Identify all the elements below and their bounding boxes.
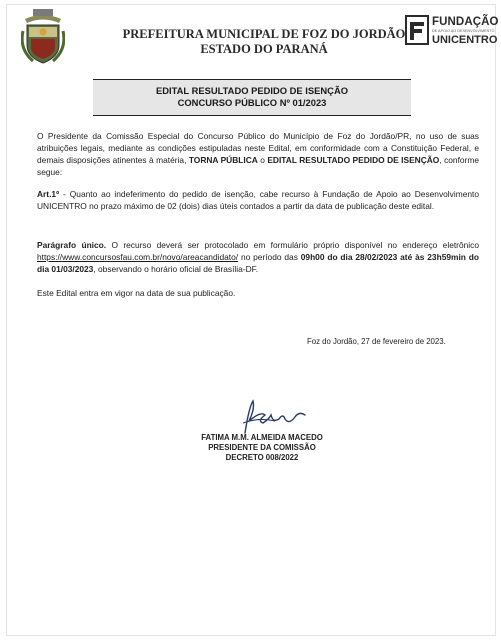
foundation-name-line2: DE APOIO AO DESENVOLVIMENTO	[432, 29, 495, 33]
deadline-period: 09h00 do dia 28/02/2023 até às 23h59min do dia 01/03/2023	[37, 252, 479, 274]
state-name: ESTADO DO PARANÁ	[200, 42, 328, 56]
document-subtitle: CONCURSO PÚBLICO Nº 01/2023	[177, 97, 327, 108]
place-and-date: Foz do Jordão, 27 de fevereiro de 2023.	[307, 337, 446, 346]
intro-paragraph	[37, 130, 479, 178]
sole-paragraph	[37, 239, 479, 275]
intro-connector: o	[257, 155, 268, 165]
sole-paragraph-label: Parágrafo único.	[37, 240, 107, 250]
handwritten-signature	[235, 397, 309, 437]
foundation-name-line1: FUNDAÇÃO	[432, 16, 499, 28]
sole-paragraph-text-3: , observando o horário oficial de Brasília-DF.	[93, 264, 259, 274]
article-1-paragraph	[37, 188, 479, 212]
municipality-name: PREFEITURA MUNICIPAL DE FOZ DO JORDÃO	[122, 27, 406, 41]
municipality-header	[99, 27, 429, 57]
signer-role: PRESIDENTE DA COMISSÃO	[208, 443, 316, 452]
intro-end: , conforme segue:	[37, 155, 479, 177]
foundation-logo	[405, 13, 497, 53]
signer-name: FATIMA M.M. ALMEIDA MACEDO	[201, 433, 323, 442]
signature-block	[157, 433, 367, 463]
article-1-label: Art.1º	[37, 189, 60, 199]
foundation-name-line3: UNICENTRO	[432, 34, 498, 46]
foundation-emblem-icon	[405, 15, 429, 45]
intro-text: O Presidente da Comissão Especial do Concurso Público do Município de Foz do Jordão/PR, no uso de suas atribuições legais, mediante as condições estipuladas neste Edital, em conformidade com a Constituição Federal, e demais disposições atinentes à matéria,	[37, 131, 479, 165]
signer-decree: DECRETO 008/2022	[225, 453, 299, 462]
candidate-area-link[interactable]: https://www.concursosfau.com.br/novo/areacandidato/	[37, 252, 239, 262]
document-title-box	[93, 79, 411, 116]
municipal-crest-icon	[21, 9, 65, 67]
sole-paragraph-text-2: no período das	[238, 252, 301, 262]
intro-bold-public: TORNA PÚBLICA	[188, 155, 258, 165]
document-page	[6, 4, 499, 636]
document-title: EDITAL RESULTADO PEDIDO DE ISENÇÃO	[155, 85, 349, 96]
sole-paragraph-text-1: O recurso deverá ser protocolado em formulário próprio disponível no endereço eletrônico	[106, 240, 479, 250]
intro-bold-edital: EDITAL RESULTADO PEDIDO DE ISENÇÃO	[267, 155, 440, 165]
effectiveness-paragraph: Este Edital entra em vigor na data de sua publicação.	[37, 288, 236, 298]
article-1-text: - Quanto ao indeferimento do pedido de isenção, cabe recurso à Fundação de Apoio ao Desenvolvimento UNICENTRO no prazo máximo de 02 (dois) dias úteis contados a partir da data de publicação deste edital.	[37, 189, 479, 211]
